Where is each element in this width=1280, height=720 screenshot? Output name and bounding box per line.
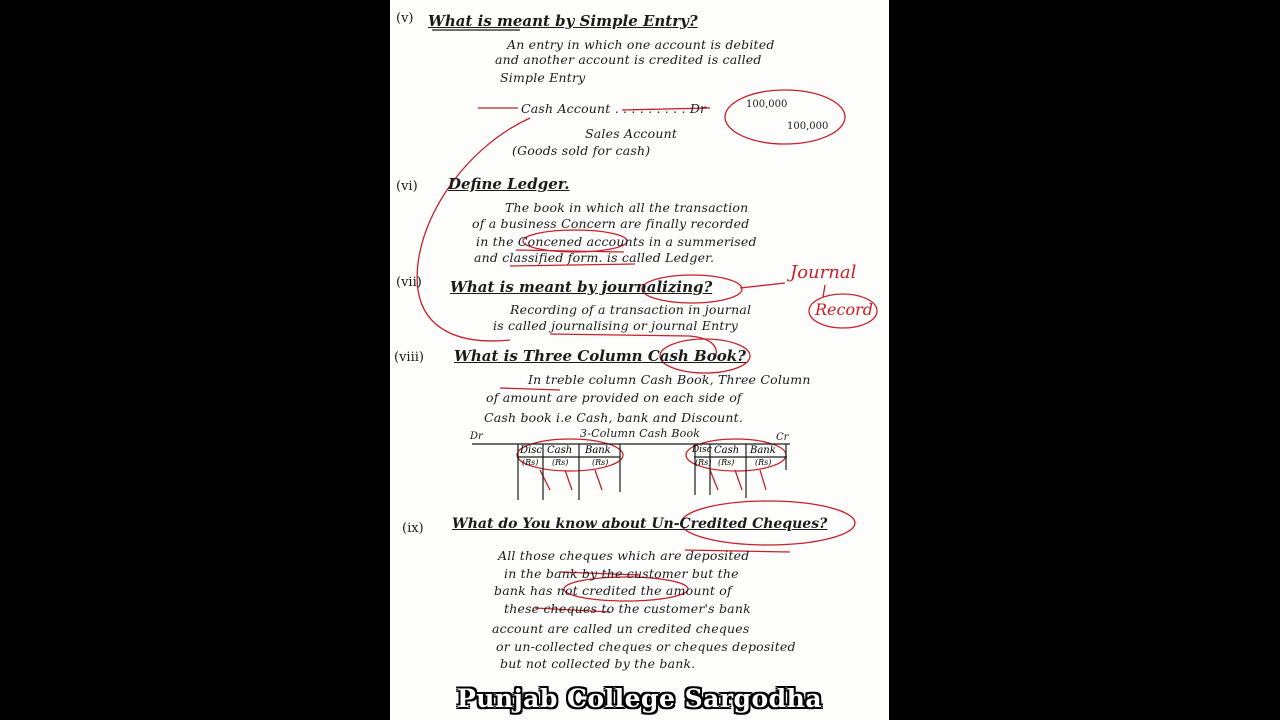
notes-page: [390, 0, 889, 720]
table-dr-label: Dr: [470, 431, 483, 442]
q9-answer-line2: in the bank by the customer but the: [504, 566, 739, 581]
q7-title: What is meant by journalizing?: [450, 278, 713, 296]
q9-answer-line4: these cheques to the customer's bank: [504, 601, 751, 616]
q7-note-record: Record: [815, 300, 873, 319]
q5-amount-credit: 100,000: [787, 121, 829, 132]
q9-answer-line1: All those cheques which are deposited: [498, 548, 750, 563]
q9-answer-line3: bank has not credited the amount of: [494, 583, 732, 598]
left-col-disc: Disc: [520, 445, 542, 456]
q9-title: What do You know about Un-Credited Cheques?: [452, 516, 828, 532]
q5-answer-line3: Simple Entry: [500, 70, 586, 85]
q7-number: (vii): [396, 275, 422, 290]
right-col-bank: Bank: [750, 445, 776, 456]
q6-title: Define Ledger.: [448, 175, 570, 193]
q8-answer-line3: Cash book i.e Cash, bank and Discount.: [484, 410, 744, 425]
left-col-bank: Bank: [585, 445, 611, 456]
q6-number: (vi): [396, 179, 418, 194]
q8-title: What is Three Column Cash Book?: [454, 347, 746, 365]
table-title: 3-Column Cash Book: [580, 427, 701, 440]
right-col-disc-unit: (Rs): [695, 458, 712, 467]
q6-answer-line3: in the Concened accounts in a summerised: [476, 234, 757, 249]
q9-answer-line6: or un-collected cheques or cheques deposited: [496, 639, 796, 654]
college-banner: Punjab College Sargodha: [456, 684, 823, 713]
q9-answer-line7: but not collected by the bank.: [500, 656, 696, 671]
q6-answer-line2: of a business Concern are finally recorded: [472, 216, 750, 231]
q6-answer-line1: The book in which all the transaction: [505, 200, 749, 215]
q6-answer-line4: and classified form. is called Ledger.: [474, 250, 715, 265]
q5-sales-entry: Sales Account: [585, 126, 678, 141]
q7-answer-line1: Recording of a transaction in journal: [510, 302, 752, 317]
q9-number: (ix): [402, 521, 424, 536]
q5-title: What is meant by Simple Entry?: [428, 12, 698, 30]
right-col-disc: Disc: [692, 445, 712, 455]
q7-answer-line2: is called journalising or journal Entry: [493, 318, 738, 333]
left-col-bank-unit: (Rs): [592, 458, 609, 467]
q5-number: (v): [396, 11, 414, 26]
q8-answer-line1: In treble column Cash Book, Three Column: [528, 372, 811, 387]
right-col-cash: Cash: [714, 445, 740, 456]
table-cr-label: Cr: [776, 432, 789, 443]
left-col-cash: Cash: [547, 445, 573, 456]
q5-amount-debit: 100,000: [746, 99, 788, 110]
q7-note-journal: Journal: [790, 262, 857, 283]
q5-cash-entry: Cash Account . . . . . . . . . Dr: [521, 101, 707, 116]
left-col-cash-unit: (Rs): [552, 458, 569, 467]
right-col-bank-unit: (Rs): [755, 458, 772, 467]
q5-narration: (Goods sold for cash): [512, 143, 651, 158]
q5-answer-line2: and another account is credited is called: [495, 52, 762, 67]
right-col-cash-unit: (Rs): [718, 458, 735, 467]
q9-answer-line5: account are called un credited cheques: [492, 621, 750, 636]
left-col-disc-unit: (Rs): [522, 458, 539, 467]
q8-answer-line2: of amount are provided on each side of: [486, 390, 742, 405]
q5-answer-line1: An entry in which one account is debited: [507, 37, 775, 52]
q8-number: (viii): [394, 350, 424, 365]
